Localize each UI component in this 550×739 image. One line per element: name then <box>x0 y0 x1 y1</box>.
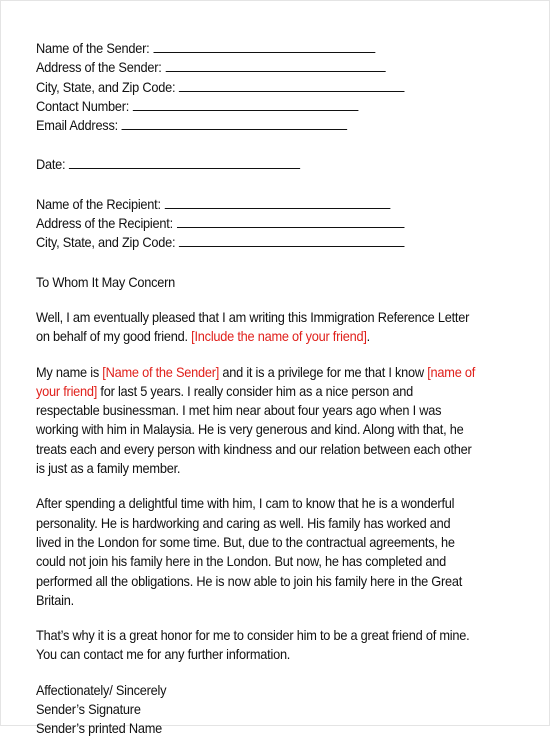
recipient-name-label: Name of the Recipient: <box>36 196 161 212</box>
paragraph-text: and it is a privilege for me that I know <box>222 364 424 380</box>
paragraph-conclusion-line-2: You can contact me for any further information. <box>36 647 291 663</box>
paragraph-intro <box>36 308 487 347</box>
paragraph-character-line-1: After spending a delightful time with him, I cam to know that he is a wonderful <box>36 496 455 512</box>
paragraph-character-line-6: Britain. <box>36 592 74 608</box>
recipient-city-label: City, State, and Zip Code: <box>36 235 176 251</box>
recipient-city-blank <box>179 233 405 247</box>
paragraph-text: My name is <box>36 364 99 380</box>
sender-email-label: Email Address: <box>36 118 118 134</box>
sender-address-line <box>36 58 487 77</box>
sender-email-line <box>36 116 487 135</box>
sender-contact-blank <box>133 97 359 111</box>
paragraph-relationship-line-4: working with him in Malaysia. He is very generous and kind. Along with that, he <box>36 422 464 438</box>
recipient-block <box>36 195 487 253</box>
paragraph-character <box>36 494 487 610</box>
paragraph-intro-line-1: Well, I am eventually pleased that I am writing this Immigration Reference Letter <box>36 309 470 325</box>
closing-valediction: Affectionately/ Sincerely <box>36 682 167 698</box>
paragraph-relationship-line-6: is just as a family member. <box>36 461 181 477</box>
sender-city-line <box>36 78 487 97</box>
paragraph-character-line-4: could not join his family here in the London. But now, he has completed and <box>36 554 447 570</box>
date-blank <box>69 155 300 169</box>
recipient-city-line <box>36 233 487 252</box>
paragraph-character-line-5: performed all the obligations. He is now able to join his family here in the Great <box>36 573 463 589</box>
paragraph-intro-line-2 <box>36 327 487 346</box>
paragraph-intro-text: on behalf of my good friend. <box>36 329 188 345</box>
sender-contact-label: Contact Number: <box>36 98 130 114</box>
sender-address-label: Address of the Sender: <box>36 60 162 76</box>
date-line <box>36 155 487 174</box>
paragraph-conclusion <box>36 626 487 665</box>
recipient-address-label: Address of the Recipient: <box>36 216 173 232</box>
paragraph-intro-period: . <box>366 329 370 345</box>
recipient-address-line <box>36 214 487 233</box>
closing-printed-name: Sender’s printed Name <box>36 721 163 737</box>
sender-contact-line <box>36 97 487 116</box>
sender-name-placeholder: [Name of the Sender] <box>102 364 220 380</box>
sender-address-blank <box>165 58 385 72</box>
paragraph-conclusion-line-1: That’s why it is a great honor for me to consider him to be a great friend of mine. <box>36 628 470 644</box>
letter-content <box>36 39 487 739</box>
sender-name-blank <box>153 39 375 53</box>
sender-city-label: City, State, and Zip Code: <box>36 79 176 95</box>
sender-block <box>36 39 487 135</box>
salutation: To Whom It May Concern <box>36 274 175 290</box>
paragraph-relationship-line-1 <box>36 363 487 382</box>
recipient-name-line <box>36 195 487 214</box>
recipient-address-blank <box>177 214 404 228</box>
closing-block <box>36 681 487 739</box>
sender-city-blank <box>179 78 405 92</box>
date-label: Date: <box>36 157 66 173</box>
paragraph-character-line-3: lived in the London for some time. But, due to the contractual agreements, he <box>36 534 455 550</box>
friend-name-placeholder-start: [name of <box>427 364 476 380</box>
paragraph-text: for last 5 years. I really consider him as a nice person and <box>100 383 414 399</box>
paragraph-relationship-line-5: treats each and every person with kindness and our relation between each other <box>36 441 472 457</box>
sender-name-line <box>36 39 487 58</box>
friend-name-placeholder: [Include the name of your friend] <box>191 329 367 345</box>
paragraph-relationship-line-2 <box>36 382 487 401</box>
closing-signature: Sender’s Signature <box>36 702 141 718</box>
sender-email-blank <box>122 116 348 130</box>
paragraph-relationship-line-3: respectable businessman. I met him near about four years ago when I was <box>36 403 442 419</box>
recipient-name-blank <box>165 195 391 209</box>
sender-name-label: Name of the Sender: <box>36 41 150 56</box>
friend-name-placeholder-end: your friend] <box>36 383 98 399</box>
paragraph-relationship <box>36 363 487 479</box>
paragraph-character-line-2: personality. He is hardworking and caring as well. His family has worked and <box>36 515 451 531</box>
